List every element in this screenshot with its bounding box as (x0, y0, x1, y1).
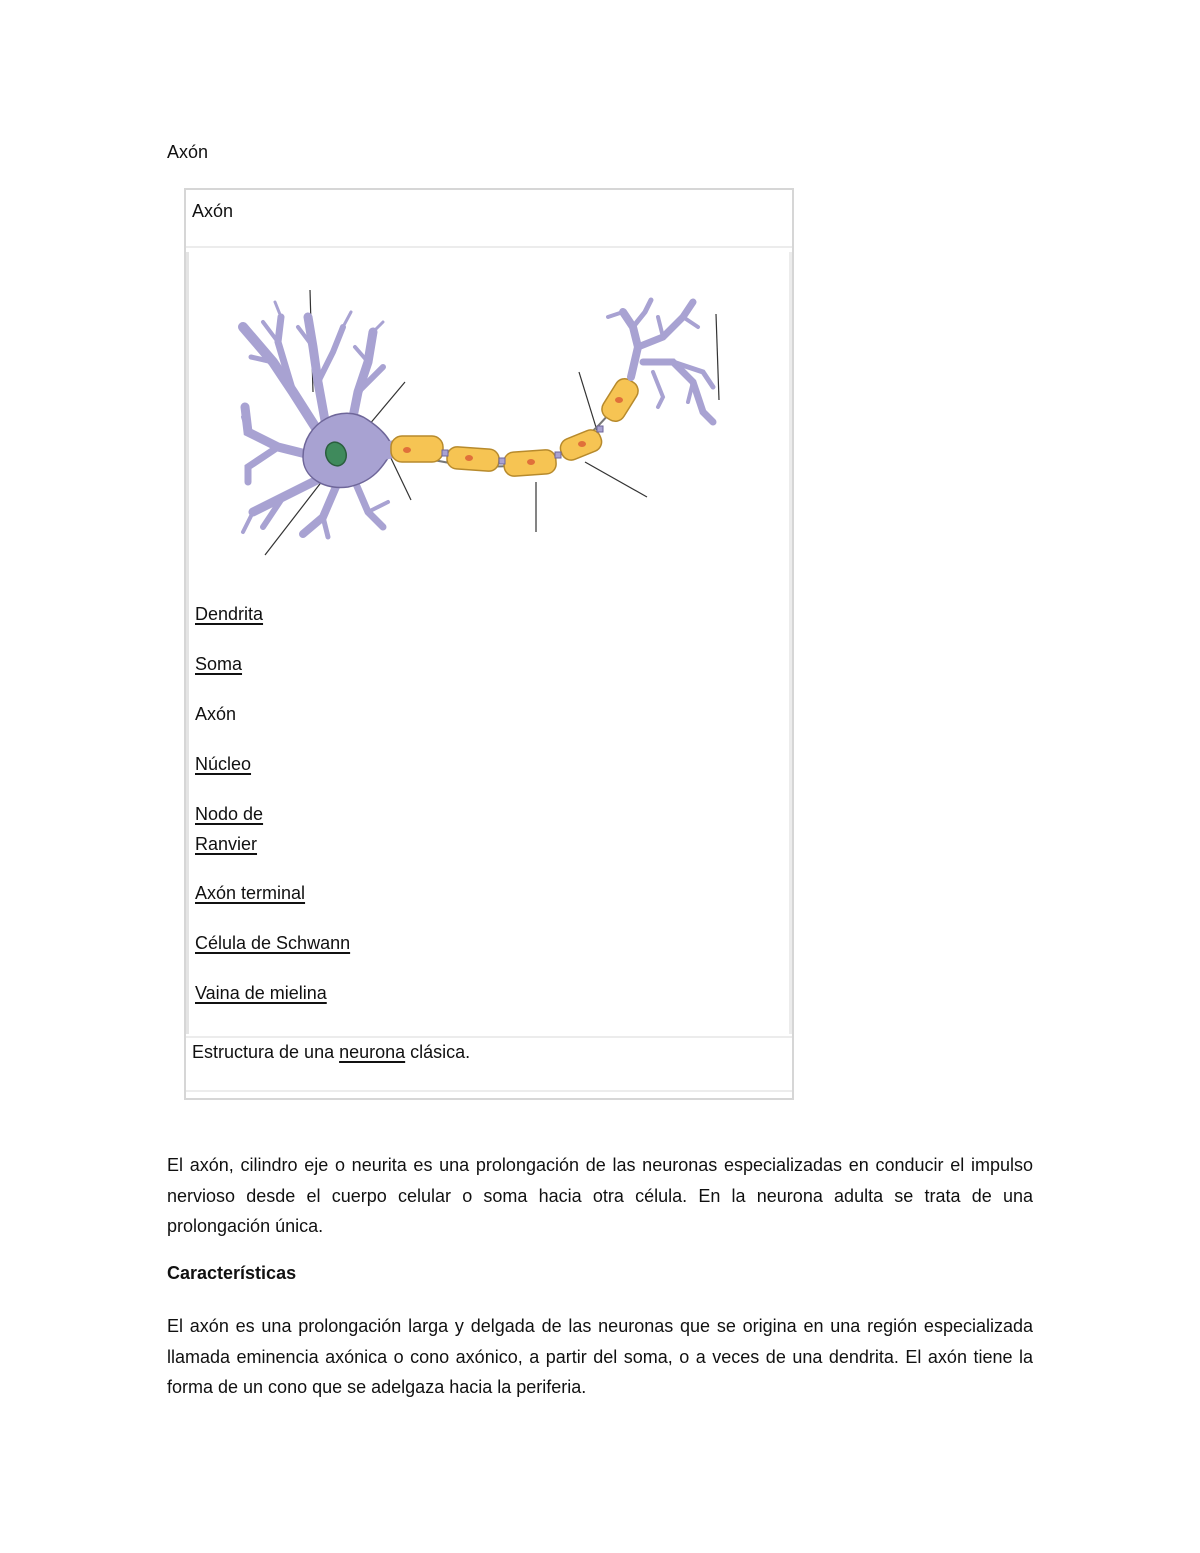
schwann-nucleus (578, 441, 586, 447)
legend-link-nodo-de-ranvier[interactable]: Nodo de Ranvier (195, 804, 264, 854)
schwann-nucleus (465, 455, 473, 461)
caption-prefix: Estructura de una (192, 1042, 340, 1062)
schwann-nucleus (527, 459, 535, 465)
legend-label-axon: Axón (195, 704, 237, 724)
node-of-ranvier (442, 450, 448, 456)
caption-link-neurona[interactable]: neurona (339, 1042, 406, 1062)
legend-link-celula-de-schwann[interactable]: Célula de Schwann (195, 933, 351, 953)
myelin-segment (446, 446, 499, 472)
document-title: Axón (167, 142, 209, 162)
pointer-line-myelin (585, 462, 647, 497)
infobox (184, 188, 794, 1100)
node-of-ranvier (499, 458, 505, 464)
diagram-legend (195, 599, 365, 1028)
characteristics-paragraph: El axón es una prolongación larga y delgada de las neuronas que se origina en una región especializada llamada eminencia axónica o cono axónico, a partir del soma, o a veces de una dendrita. El axón tiene la forma de un cono que se adelgaza hacia la periferia. (167, 1316, 1033, 1397)
infobox-header (186, 190, 792, 248)
legend-link-dendrita[interactable]: Dendrita (195, 604, 264, 624)
infobox-body (186, 252, 792, 1034)
legend-link-nucleo[interactable]: Núcleo (195, 754, 252, 774)
pointer-line-terminal (716, 314, 719, 400)
myelin-segment (391, 436, 443, 462)
infobox-title: Axón (192, 201, 234, 221)
legend-link-axon-terminal[interactable]: Axón terminal (195, 883, 306, 903)
section-heading-caracteristicas: Características (167, 1263, 297, 1283)
caption-suffix: clásica. (405, 1042, 471, 1062)
caption-text (192, 1042, 470, 1063)
legend-link-vaina-de-mielina[interactable]: Vaina de mielina (195, 983, 327, 1003)
neuron-diagram (233, 272, 733, 562)
node-of-ranvier (555, 452, 561, 458)
schwann-nucleus (403, 447, 411, 453)
intro-paragraph: El axón, cilindro eje o neurita es una prolongación de las neuronas especializadas en conducir el impulso nervioso desde el cuerpo celular o soma hacia otra célula. En la neurona adulta se trata de una prolongación única. (167, 1155, 1033, 1236)
schwann-nucleus (615, 397, 623, 403)
infobox-caption (186, 1036, 792, 1092)
node-of-ranvier (597, 426, 603, 432)
myelin-sheath (391, 375, 642, 477)
legend-link-soma[interactable]: Soma (195, 654, 243, 674)
